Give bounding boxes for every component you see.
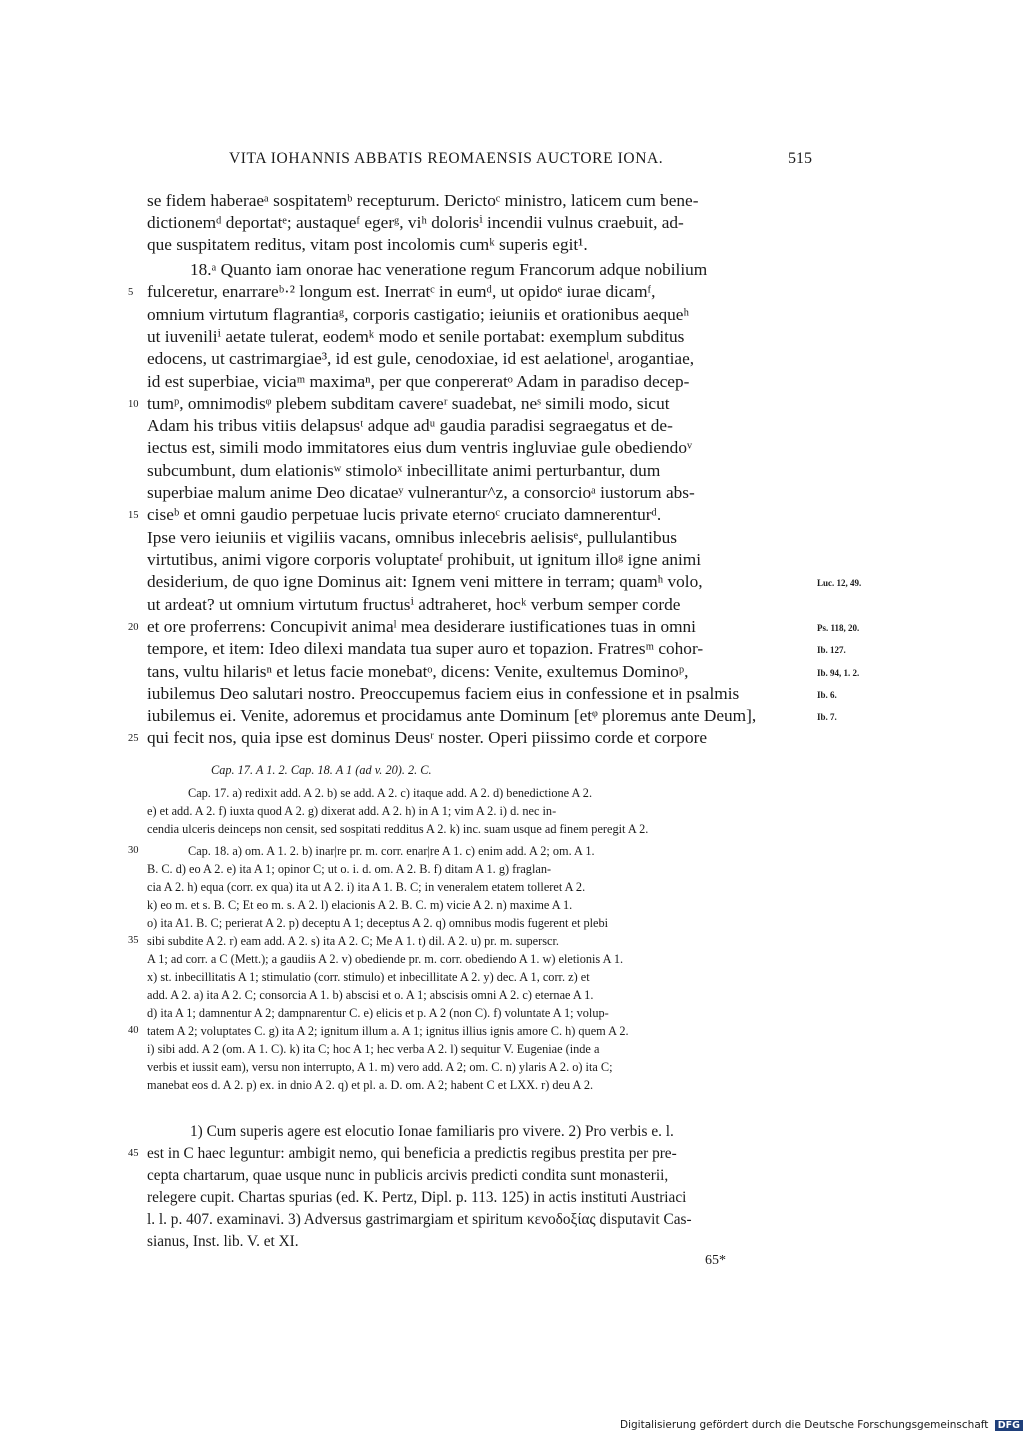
apparatus-line: Cap. 18. a) om. A 1. 2. b) inar|re pr. m. corr. enar|re A 1. c) enim add. A 2; om. A 1. — [188, 844, 595, 858]
apparatus-line: A 1; ad corr. a C (Mett.); a gaudiis A 2. v) obediende pr. m. corr. obediendo A 1. w) eletionis A 1. — [147, 952, 624, 966]
running-title: VITA IOHANNIS ABBATIS REOMAENSIS AUCTORE IONA. — [229, 150, 664, 167]
apparatus-line: x) st. inbecillitatis A 1; stimulatio (corr. stimulo) et inbecillitate A 2. y) dec. A 1, corr. z) et — [147, 970, 590, 984]
text-line: fulceretur, enarrareᵇ·² longum est. Inerratᶜ in eumᵈ, ut opidoᵉ iurae dicamᶠ, — [147, 282, 656, 301]
text-line: qui fecit nos, quia ipse est dominus Deusʳ noster. Operi piissimo corde et corpore — [147, 728, 708, 747]
footnote-line: 1) Cum superis agere est elocutio Ionae familiaris pro vivere. 2) Pro verbis e. l. — [190, 1123, 674, 1140]
apparatus-line: Cap. 17. a) redixit add. A 2. b) se add. A 2. c) itaque add. A 2. d) benedictione A 2. — [188, 786, 593, 800]
signature-mark: 65* — [705, 1253, 726, 1268]
text-line: tempore, et item: Ideo dilexi mandata tua super auro et topazion. Fratresᵐ cohor- — [147, 639, 704, 658]
margin-reference: Ps. 118, 20. — [817, 623, 860, 633]
margin-reference: Ib. 7. — [817, 712, 837, 722]
text-line: desiderium, de quo igne Dominus ait: Ignem veni mittere in terram; quamʰ volo, — [147, 572, 703, 591]
apparatus-line: sibi subdite A 2. r) eam add. A 2. s) ita A 2. C; Me A 1. t) dil. A 2. u) pr. m. superscr. — [147, 934, 559, 948]
text-line: iubilemus ei. Venite, adoremus et procidamus ante Dominum [etᵠ ploremus ante Deum], — [147, 706, 757, 725]
apparatus-line: add. A 2. a) ita A 2. C; consorcia A 1. b) abscisi et o. A 1; abscisis omni A 2. c) eternae A 1. — [147, 988, 594, 1002]
text-line: ciseᵇ et omni gaudio perpetuae lucis private eternoᶜ cruciato damnerenturᵈ. — [147, 505, 662, 524]
margin-reference: Ib. 94, 1. 2. — [817, 668, 860, 678]
apparatus-line: manebat eos d. A 2. p) ex. in dnio A 2. q) et pl. a. D. om. A 2; habent C et LXX. r) deu A 2. — [147, 1078, 594, 1092]
footnote-line: relegere cupit. Chartas spurias (ed. K. Pertz, Dipl. p. 113. 125) in actis instituti Austriaci — [147, 1189, 687, 1206]
footnote-line: cepta chartarum, quae usque nunc in publicis arcivis predicti condita sunt monasterii, — [147, 1167, 669, 1184]
apparatus-line: i) sibi add. A 2 (om. A 1. C). k) ita C; hoc A 1; hec verba A 2. l) sequitur V. Eugeniae (inde a — [147, 1042, 600, 1056]
text-line: virtutibus, animi vigore corporis voluptateᶠ prohibuit, ut ignitum illoᵍ igne animi — [147, 550, 702, 569]
text-line: superbiae malum anime Deo dicataeʸ vulnerantur^z, a consorcioᵃ iustorum abs- — [147, 483, 695, 502]
line-number: 5 — [128, 287, 134, 298]
digitization-footer — [620, 1419, 1023, 1431]
text-line: Ipse vero ieiuniis et vigiliis vacans, omnibus inlecebris aelisisᵉ, pullulantibus — [147, 528, 677, 547]
text-line: iubilemus Deo salutari nostro. Preoccupemus faciem eius in confessione et in psalmis — [147, 684, 740, 703]
apparatus-line-number: 30 — [128, 845, 139, 856]
apparatus-line: cendia ulceris deinceps non censit, sed sospitati redditus A 2. k) inc. suam usque ad finem peregit A 2. — [147, 822, 649, 836]
text-line: omnium virtutum flagrantiaᵍ, corporis castigatio; ieiuniis et orationibus aequeʰ — [147, 305, 690, 324]
margin-reference: Luc. 12, 49. — [817, 578, 862, 588]
apparatus-line: e) et add. A 2. f) iuxta quod A 2. g) dixerat add. A 2. h) in A 1; vim A 2. i) d. nec in- — [147, 804, 557, 818]
apparatus-line: o) ita A1. B. C; perierat A 2. p) deceptu A 1; deceptus A 2. q) omnibus modis fugerent et plebi — [147, 916, 609, 930]
line-number: 15 — [128, 510, 139, 521]
apparatus-line: tatem A 2; voluptates C. g) ita A 2; ignitum illum a. A 1; ignitus illius ignis amore C. h) quem A 2. — [147, 1024, 629, 1038]
text-line: ut ardeat? ut omnium virtutum fructusⁱ adtraheret, hocᵏ verbum semper corde — [147, 595, 681, 614]
text-line: tans, vultu hilarisⁿ et letus facie monebatᵒ, dicens: Venite, exultemus Dominoᵖ, — [147, 662, 689, 681]
apparatus-line: d) ita A 1; damnentur A 2; dampnarentur C. e) elicis et p. A 2 (non C). f) voluntate A 1; volup- — [147, 1006, 609, 1020]
text-line: subcumbunt, dum elationisʷ stimoloˣ inbecillitate animi perturbantur, dum — [147, 461, 661, 480]
text-line: Adam his tribus vitiis delapsusᵗ adque adᵘ gaudia paradisi segraegatus et de- — [147, 416, 673, 435]
line-number: 25 — [128, 733, 139, 744]
footer-text: Digitalisierung gefördert durch die Deutsche Forschungsgemeinschaft — [620, 1419, 989, 1431]
line-number: 20 — [128, 622, 139, 633]
text-line: iectus est, simili modo immitatores eius dum ventris ingluviae gule obediendoᵛ — [147, 438, 693, 457]
text-line: id est superbiae, viciaᵐ maximaⁿ, per que conpereratᵒ Adam in paradiso decep- — [147, 372, 690, 391]
text-line: edocens, ut castrimargiae³, id est gule, cenodoxiae, id est aelationeˡ, arogantiae, — [147, 349, 695, 368]
text-line: ut iuveniliⁱ aetate tulerat, eodemᵏ modo et senile portabat: exemplum subditus — [147, 327, 685, 346]
text-line: tumᵖ, omnimodisᵠ plebem subditam cavereʳ suadebat, neˢ simili modo, sicut — [147, 394, 670, 413]
footnote-line: sianus, Inst. lib. V. et XI. — [147, 1233, 299, 1250]
footnote-line: l. l. p. 407. examinavi. 3) Adversus gastrimargiam et spiritum κενοδοξίας disputavit Cas- — [147, 1211, 692, 1228]
dfg-logo: DFG — [995, 1420, 1023, 1431]
apparatus-line: B. C. d) eo A 2. e) ita A 1; opinor C; ut o. i. d. om. A 2. B. f) ditam A 1. g) fraglan- — [147, 862, 552, 876]
line-number: 10 — [128, 399, 139, 410]
text-line: que suspitatem reditus, vitam post incolomis cumᵏ superis egit¹. — [147, 235, 588, 254]
apparatus-line: cia A 2. h) equa (corr. ex qua) ita ut A 2. i) ita A 1. B. C; in veneralem etatem tolleret A 2. — [147, 880, 586, 894]
text-line: dictionemᵈ deportatᵉ; austaqueᶠ egerᵍ, viʰ dolorisⁱ incendii vulnus craebuit, ad- — [147, 213, 684, 232]
margin-reference: Ib. 6. — [817, 690, 837, 700]
apparatus-line-number: 40 — [128, 1025, 139, 1036]
running-header — [147, 150, 812, 174]
footnote-line-number: 45 — [128, 1148, 139, 1159]
text-line: 18.ᵃ Quanto iam onorae hac veneratione regum Francorum adque nobilium — [190, 260, 708, 279]
apparatus-line: verbis et iussit eam), versu non interrupto, A 1. m) vero add. A 2; om. C. n) ylaris A 2. o) ita C; — [147, 1060, 613, 1074]
footnote-line: est in C haec leguntur: ambigit nemo, qui beneficia a predictis regibus prestita per pre- — [147, 1145, 677, 1162]
apparatus-line-number: 35 — [128, 935, 139, 946]
text-line: et ore proferrens: Concupivit animaˡ mea desiderare iustificationes tuas in omni — [147, 617, 696, 636]
apparatus-line: k) eo m. et s. B. C; Et eo m. s. A 2. l) elacionis A 2. B. C. m) vicie A 2. n) maxime A 1. — [147, 898, 573, 912]
text-line: se fidem haberaeᵃ sospitatemᵇ recepturum. Derictoᶜ ministro, laticem cum bene- — [147, 191, 699, 210]
margin-reference: Ib. 127. — [817, 645, 846, 655]
sources-line: Cap. 17. A 1. 2. Cap. 18. A 1 (ad v. 20). 2. C. — [211, 763, 432, 777]
page-number: 515 — [788, 150, 812, 167]
